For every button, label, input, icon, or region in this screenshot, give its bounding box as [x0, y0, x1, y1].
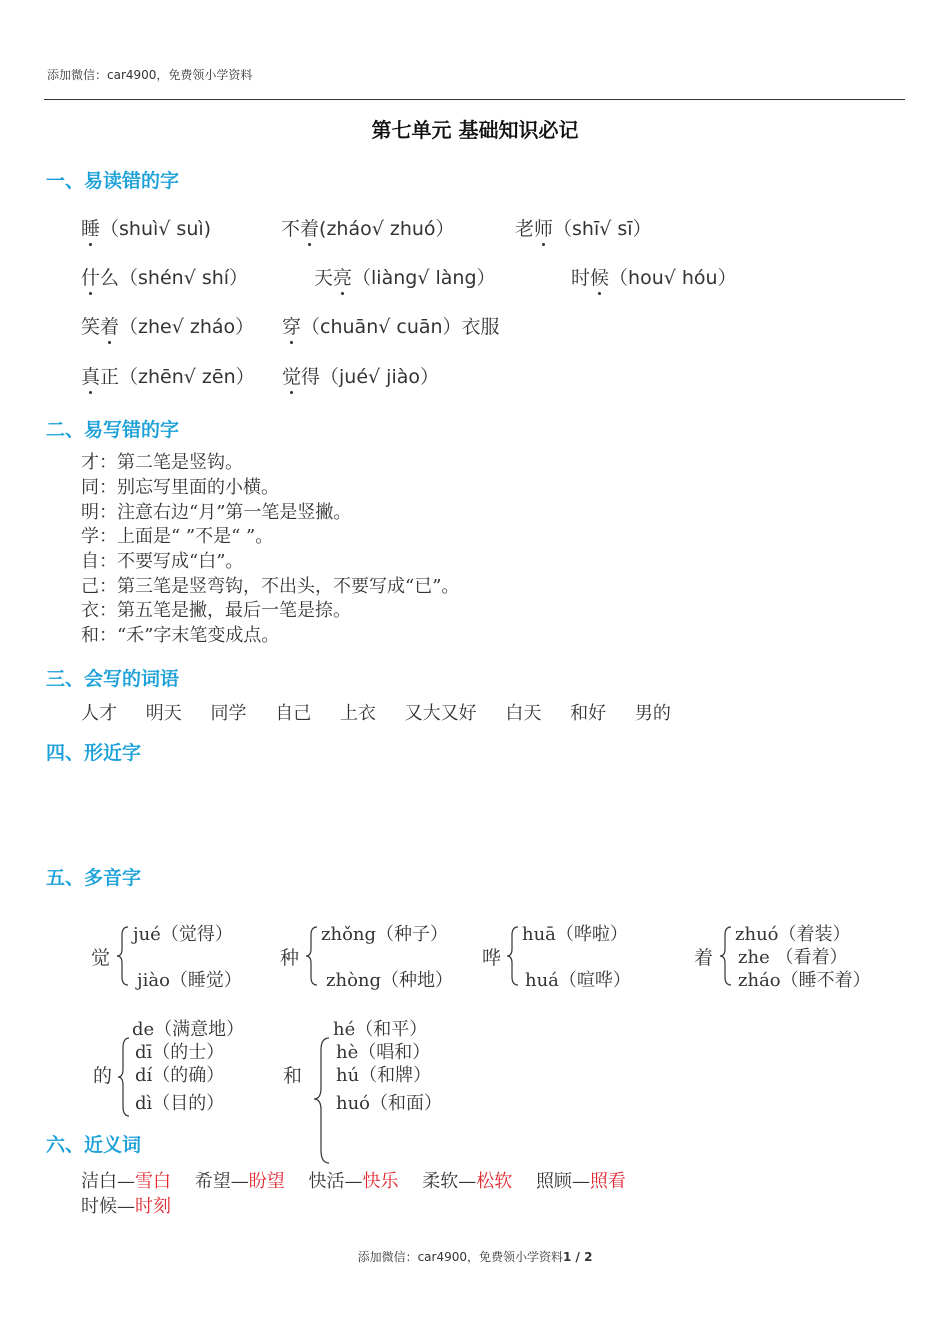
writing-note: 自：不要写成“白”。: [81, 551, 244, 572]
writing-note: 明：注意右边“月”第一笔是竖撇。: [81, 502, 352, 523]
polyphone-reading: dí（的确）: [135, 1065, 225, 1086]
polyphone-reading: zhǒng（种子）: [321, 924, 449, 945]
pinyin-item: 真正（zhēn√ zēn）: [81, 366, 255, 388]
word-item: 上衣: [339, 703, 376, 724]
footer-note: 添加微信：car4900，免费领小学资料: [357, 1250, 563, 1264]
synonym-pair: 照顾—照看: [535, 1171, 626, 1192]
polyphone-char: 着: [694, 947, 714, 969]
pinyin-item: 天亮（liàng√ làng）: [314, 267, 496, 289]
header-divider: [44, 99, 905, 100]
polyphone-char: 和: [283, 1065, 303, 1087]
polyphone-reading: hè（唱和）: [336, 1042, 431, 1063]
section-heading-4: 四、形近字: [46, 742, 142, 764]
page-footer: [0, 1248, 950, 1265]
pinyin-item: 穿（chuān√ cuān）衣服: [282, 316, 500, 338]
polyphone-reading: de（满意地）: [132, 1019, 245, 1040]
word-item: 又大又好: [404, 703, 477, 724]
section-heading-1: 一、易读错的字: [46, 170, 180, 192]
brace-icon: [719, 925, 735, 987]
synonym-row: [81, 1192, 189, 1218]
writing-note: 己：第三笔是竖弯钩，不出头，不要写成“已”。: [81, 576, 460, 597]
synonym-pair: 快活—快乐: [308, 1171, 399, 1192]
writing-note: 才：第二笔是竖钩。: [81, 452, 243, 473]
section-heading-6: 六、近义词: [46, 1134, 142, 1156]
brace-icon: [506, 925, 522, 987]
writing-note: 同：别忘写里面的小横。: [81, 477, 279, 498]
polyphone-char: 哗: [482, 947, 502, 969]
polyphone-char: 觉: [91, 947, 111, 969]
polyphone-reading: dì（目的）: [135, 1093, 225, 1114]
section-heading-5: 五、多音字: [46, 867, 142, 889]
polyphone-reading: dī（的士）: [135, 1042, 225, 1063]
word-item: 和好: [570, 703, 607, 724]
polyphone-reading: huā（哗啦）: [522, 924, 628, 945]
brace-icon: [116, 925, 132, 987]
header-note: 添加微信：car4900，免费领小学资料: [47, 68, 253, 82]
polyphone-reading: zhe （看着）: [738, 947, 848, 968]
brace-icon: [312, 1036, 334, 1166]
word-item: 同学: [210, 703, 247, 724]
word-item: 自己: [275, 703, 312, 724]
pinyin-item: 不着(zháo√ zhuó）: [281, 218, 455, 240]
synonym-row: [81, 1167, 644, 1193]
word-list: [81, 699, 694, 725]
section-heading-2: 二、易写错的字: [46, 419, 180, 441]
synonym-pair: 柔软—松软: [422, 1171, 513, 1192]
polyphone-reading: zhòng（种地）: [326, 970, 454, 991]
word-item: 白天: [505, 703, 542, 724]
section-heading-3: 三、会写的词语: [46, 668, 180, 690]
synonym-pair: 洁白—雪白: [81, 1171, 171, 1192]
polyphone-reading: hú（和牌）: [336, 1065, 432, 1086]
pinyin-item: 老师（shī√ sī）: [515, 218, 652, 240]
polyphone-reading: hé（和平）: [333, 1019, 428, 1040]
pinyin-item: 睡（shuì√ suì): [81, 218, 212, 240]
synonym-pair: 希望—盼望: [194, 1171, 285, 1192]
polyphone-reading: huó（和面）: [336, 1093, 443, 1114]
polyphone-reading: zháo（睡不着）: [738, 970, 871, 991]
pinyin-item: 觉得（jué√ jiào）: [282, 366, 439, 388]
polyphone-reading: huá（喧哗）: [525, 970, 631, 991]
pinyin-item: 时候（hou√ hóu）: [571, 267, 737, 289]
polyphone-reading: zhuó（着装）: [735, 924, 851, 945]
word-item: 男的: [634, 703, 671, 724]
pinyin-item: 什么（shén√ shí）: [81, 267, 249, 289]
polyphone-char: 种: [280, 947, 300, 969]
pinyin-item: 笑着（zhe√ zháo）: [81, 316, 255, 338]
brace-icon: [117, 1036, 133, 1118]
writing-note: 和：“禾”字末笔变成点。: [81, 625, 280, 646]
brace-icon: [305, 925, 321, 987]
polyphone-char: 的: [93, 1065, 113, 1087]
page-title: 第七单元 基础知识必记: [371, 118, 579, 142]
word-item: 人才: [81, 703, 117, 724]
writing-note: 学：上面是“ ”不是“ ”。: [81, 526, 274, 547]
writing-note: 衣：第五笔是撇，最后一笔是捺。: [81, 600, 351, 621]
polyphone-reading: jué（觉得）: [133, 924, 233, 945]
page-number: 1 / 2: [563, 1250, 593, 1264]
word-item: 明天: [145, 703, 182, 724]
synonym-pair: 时候—时刻: [81, 1196, 171, 1217]
polyphone-reading: jiào（睡觉）: [137, 970, 242, 991]
